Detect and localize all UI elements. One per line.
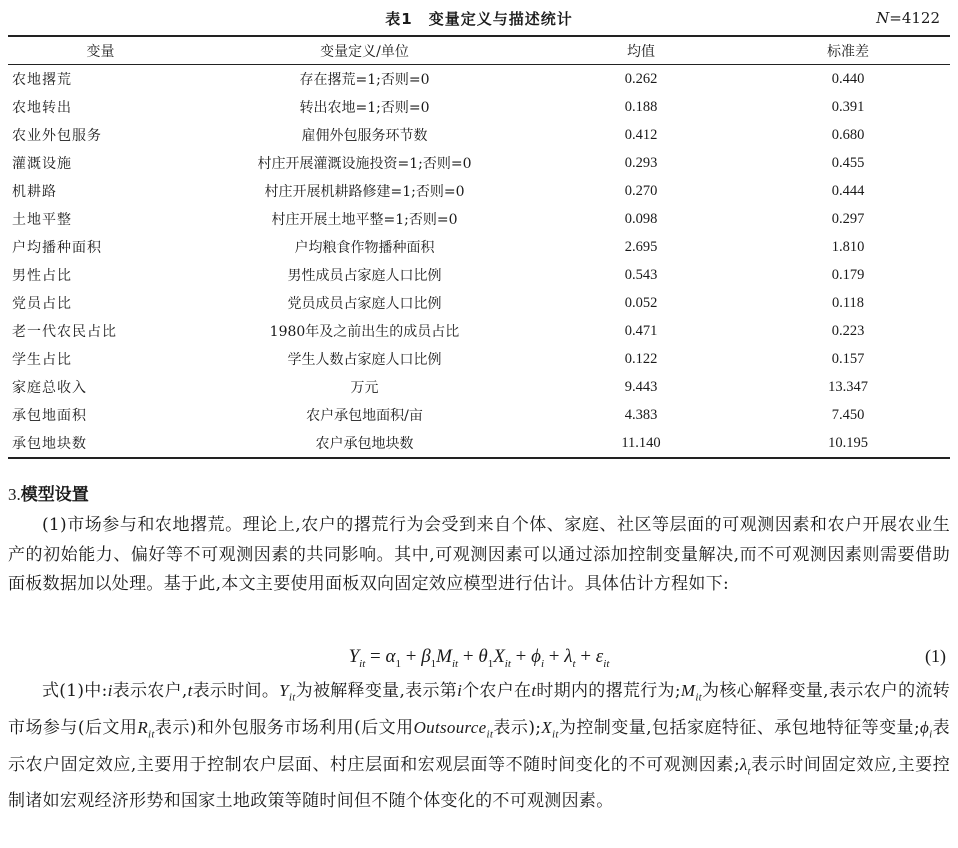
cell-sd: 0.157 (831, 350, 865, 367)
equation (0, 644, 958, 674)
table-caption (0, 8, 958, 30)
cell-mean: 11.140 (536, 429, 746, 458)
cell-variable: 土地平整 (12, 212, 72, 228)
table-row (8, 373, 950, 401)
table-row (8, 233, 950, 261)
table-row (8, 289, 950, 317)
paragraph-1: (1)市场参与和农地撂荒。理论上,农户的撂荒行为会受到来自个体、家庭、社区等层面的可观测因素和农户开展农业生产的初始能力、偏好等不可观测因素的共同影响。其中,可观测因素可以通过添加控制变量解决,而不可观测因素则需要借助面板数据加以处理。基于此,本文主要使用面板双向固定效应模型进行估计。具体估计方程如下: (8, 515, 950, 594)
cell-definition: 1980年及之前出生的成员占比 (269, 324, 460, 340)
cell-sd: 1.810 (831, 238, 865, 255)
cell-definition: 农户承包地面积/亩 (306, 408, 423, 424)
cell-mean: 0.098 (624, 210, 658, 227)
cell-sd: 13.347 (828, 378, 868, 395)
table-row (8, 261, 950, 289)
cell-definition: 村庄开展灌溉设施投资=1;否则=0 (257, 156, 472, 172)
cell-definition: 村庄开展土地平整=1;否则=0 (271, 212, 458, 228)
section-number: 3. (8, 485, 21, 504)
paragraph-2: 式(1)中:i表示农户,t表示时间。$Y_{it}$为被解释变量,表示第i个农户在t时期内的撂荒行为$;M_{it}$为核心解释变量,表示农户的流转市场参与(后文用$R_{it}$表示)和外包服务市场利用(后文用Outsource$_{it}$表示)$;X_{it}$为控制变量,包括家庭特征、承包地特征等变量$;\phi_i$表示农户固定效应,主要用于控制农户层面、村庄层面和宏观层面等不随时间变化的不可观测因素$;\lambda_t$表示时间固定效应,主要控制诸如宏观经济形势和国家土地政策等随时间但不随个体变化的不可观测因素。 (8, 681, 951, 811)
table-title: 表1 变量定义与描述统计 (385, 10, 573, 28)
cell-mean: 2.695 (624, 238, 658, 255)
table-row (8, 401, 950, 429)
table-row (8, 93, 950, 121)
cell-variable: 户均播种面积 (12, 240, 102, 256)
equation-formula: $Y_{it} = \alpha_1 + \beta_1M_{it} + \theta_1X_{it} + \phi_i + \lambda_t + \varepsilon_{it}$ (348, 646, 610, 670)
cell-definition: 存在撂荒=1;否则=0 (299, 72, 430, 88)
cell-definition: 雇佣外包服务环节数 (301, 128, 428, 144)
cell-sd: 0.440 (831, 70, 865, 87)
cell-variable: 灌溉设施 (12, 156, 72, 172)
cell-sd: 7.450 (831, 406, 865, 423)
col-header-definition: 变量定义/单位 (193, 36, 536, 65)
cell-sd: 0.444 (831, 182, 865, 199)
table-body (8, 65, 950, 459)
table-row (8, 345, 950, 373)
section-heading (8, 480, 950, 511)
cell-definition: 村庄开展机耕路修建=1;否则=0 (264, 184, 465, 200)
cell-variable: 老一代农民占比 (12, 324, 117, 340)
cell-sd: 0.391 (831, 98, 865, 115)
cell-mean: 0.412 (624, 126, 658, 143)
cell-mean: 0.270 (624, 182, 658, 199)
cell-mean: 0.471 (624, 322, 658, 339)
cell-variable: 承包地面积 (12, 408, 87, 424)
cell-variable: 党员占比 (12, 296, 72, 312)
cell-sd: 0.680 (831, 126, 865, 143)
cell-variable: 家庭总收入 (12, 380, 87, 396)
cell-sd: 0.297 (831, 210, 865, 227)
cell-definition: 男性成员占家庭人口比例 (287, 268, 442, 284)
col-header-sd: 标准差 (746, 36, 950, 65)
cell-variable: 学生占比 (12, 352, 72, 368)
cell-mean: 0.188 (624, 98, 658, 115)
cell-mean: 0.543 (624, 266, 658, 283)
col-header-variable: 变量 (8, 36, 193, 65)
cell-definition: 农户承包地块数 (193, 429, 536, 458)
cell-sd: 0.179 (831, 266, 865, 283)
cell-definition: 学生人数占家庭人口比例 (287, 352, 442, 368)
cell-variable: 承包地块数 (8, 429, 193, 458)
cell-mean: 9.443 (624, 378, 658, 395)
cell-definition: 户均粮食作物播种面积 (294, 240, 435, 256)
cell-variable: 农地撂荒 (12, 72, 72, 88)
cell-mean: 0.262 (624, 70, 658, 87)
cell-variable: 农业外包服务 (12, 128, 102, 144)
cell-definition: 党员成员占家庭人口比例 (287, 296, 442, 312)
variable-table (8, 35, 950, 459)
cell-sd: 10.195 (746, 429, 950, 458)
cell-definition: 转出农地=1;否则=0 (299, 100, 430, 116)
cell-mean: 0.122 (624, 350, 658, 367)
equation-number: (1) (925, 646, 946, 666)
cell-mean: 4.383 (624, 406, 658, 423)
col-header-mean: 均值 (536, 36, 746, 65)
cell-definition: 万元 (350, 380, 379, 396)
table-row (8, 205, 950, 233)
cell-mean: 0.052 (624, 294, 658, 311)
cell-sd: 0.455 (831, 154, 865, 171)
cell-sd: 0.118 (831, 294, 865, 311)
cell-mean: 0.293 (624, 154, 658, 171)
table-row (8, 121, 950, 149)
section-title: 模型设置 (20, 485, 89, 505)
cell-sd: 0.223 (831, 322, 865, 339)
table-row (8, 65, 950, 94)
table-row (8, 177, 950, 205)
table-header-row (8, 36, 950, 65)
sample-size: N=4122 (876, 9, 940, 27)
cell-variable: 农地转出 (12, 100, 72, 116)
cell-variable: 机耕路 (12, 184, 57, 200)
table-row (8, 429, 950, 458)
cell-variable: 男性占比 (12, 268, 72, 284)
table-row (8, 149, 950, 177)
table-row (8, 317, 950, 345)
